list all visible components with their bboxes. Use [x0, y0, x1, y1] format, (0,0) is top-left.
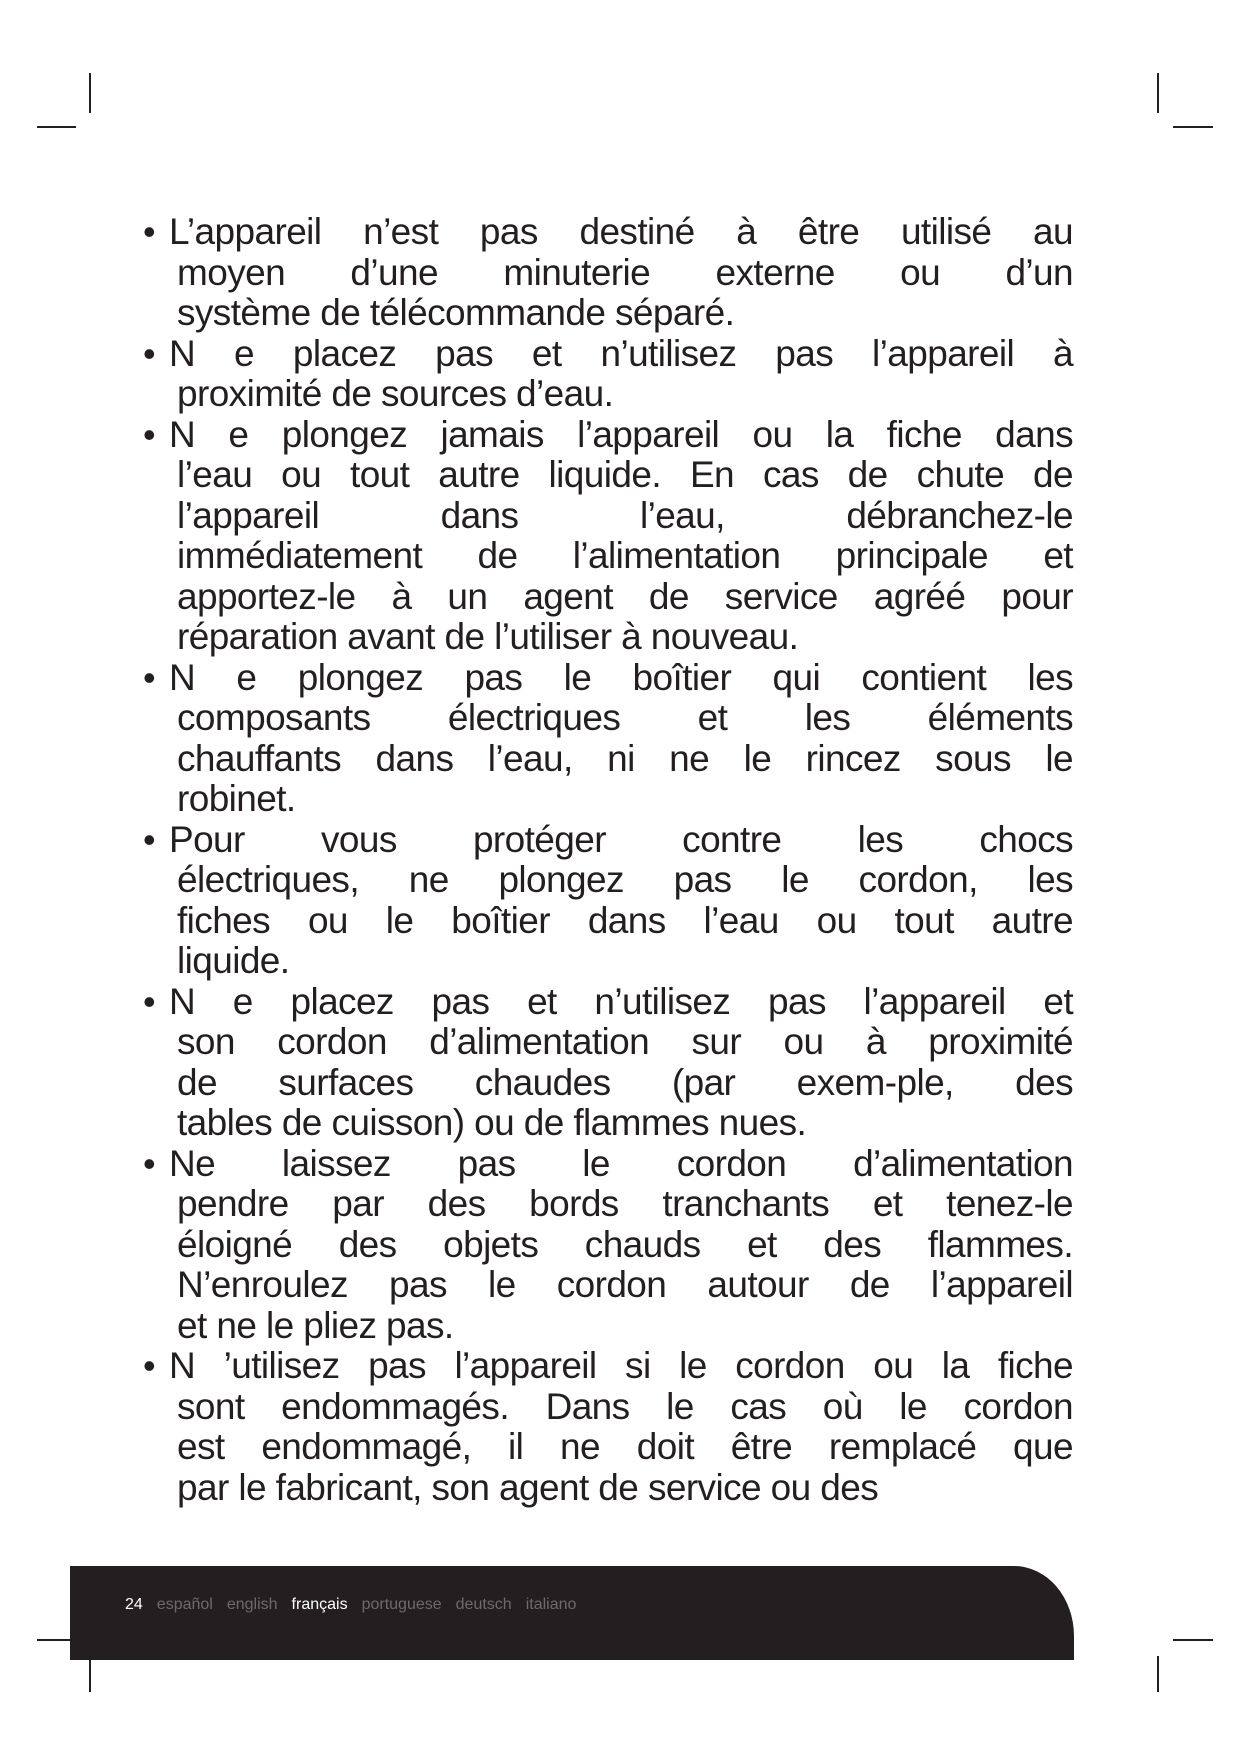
language-link-2[interactable]: français [291, 1596, 348, 1613]
bullet-icon: • [143, 1345, 156, 1386]
list-item [143, 212, 1073, 334]
text-line: N’enroulez pas le cordon autour de l’appareil [177, 1264, 1073, 1305]
footer-bar [70, 1566, 1074, 1660]
crop-mark [1173, 126, 1213, 128]
text-line: chauffants dans l’eau, ni ne le rincez sous le [177, 737, 1073, 779]
list-item [143, 820, 1073, 982]
crop-mark [37, 126, 76, 128]
text-line: moyen d’une minuterie externe ou d’un [177, 251, 1073, 293]
list-item [143, 982, 1073, 1144]
crop-mark [1173, 1639, 1213, 1641]
crop-mark [1157, 73, 1159, 113]
text-line: N ’utilisez pas l’appareil si le cordon ou la fiche [169, 1345, 1073, 1386]
text-line: électriques, ne plongez pas le cordon, les [177, 859, 1073, 900]
text-line: et ne le pliez pas. [177, 1304, 454, 1346]
text-line: est endommagé, il ne doit être remplacé que [177, 1426, 1073, 1467]
language-link-4[interactable]: deutsch [455, 1596, 512, 1613]
text-line: apportez-le à un agent de service agréé pour [177, 575, 1073, 617]
list-item [143, 658, 1073, 820]
text-line: son cordon d’alimentation sur ou à proximité [177, 1021, 1073, 1062]
crop-mark [1157, 1656, 1159, 1692]
text-line: liquide. [177, 940, 290, 981]
text-line: N e placez pas et n’utilisez pas l’appareil et [169, 980, 1073, 1022]
list-item [143, 415, 1073, 658]
bullet-icon: • [143, 818, 156, 860]
text-line: éloigné des objets chauds et des flammes. [177, 1223, 1073, 1265]
text-line: tables de cuisson) ou de flammes nues. [177, 1102, 807, 1143]
bullet-icon: • [143, 413, 156, 455]
safety-instructions-list [143, 212, 1073, 1508]
text-line: l’eau ou tout autre liquide. En cas de chute de [177, 454, 1073, 495]
language-link-3[interactable]: portuguese [361, 1596, 442, 1613]
crop-mark [89, 73, 91, 113]
text-line: pendre par des bords tranchants et tenez-le [177, 1183, 1073, 1224]
text-line: composants électriques et les éléments [177, 697, 1073, 738]
language-link-5[interactable]: italiano [525, 1596, 577, 1613]
text-line: sont endommagés. Dans le cas où le cordon [177, 1385, 1073, 1427]
text-line: réparation avant de l’utiliser à nouveau. [177, 616, 799, 657]
language-link-0[interactable]: español [156, 1596, 213, 1613]
page-number: 24 [125, 1596, 143, 1613]
text-line: robinet. [177, 778, 296, 819]
bullet-icon: • [143, 211, 156, 252]
text-line: N e plongez jamais l’appareil ou la fiche dans [169, 413, 1073, 455]
text-line: l’appareil dans l’eau, débranchez-le [177, 494, 1073, 536]
text-line: proximité de sources d’eau. [177, 373, 614, 414]
language-nav [125, 1596, 604, 1614]
bullet-icon: • [143, 980, 156, 1022]
text-line: de surfaces chaudes (par exem-ple, des [177, 1061, 1073, 1103]
list-item [143, 1144, 1073, 1347]
text-line: N e placez pas et n’utilisez pas l’appareil à [169, 332, 1073, 374]
text-line: système de télécommande séparé. [177, 292, 735, 333]
text-line: L’appareil n’est pas destiné à être utilisé au [169, 211, 1073, 252]
list-item [143, 1346, 1073, 1508]
list-item [143, 334, 1073, 415]
crop-mark [89, 1656, 91, 1692]
text-line: N e plongez pas le boîtier qui contient les [169, 656, 1073, 698]
bullet-icon: • [143, 1142, 156, 1184]
text-line: Ne laissez pas le cordon d’alimentation [169, 1142, 1073, 1184]
bullet-icon: • [143, 656, 156, 698]
text-line: par le fabricant, son agent de service ou des [177, 1466, 879, 1508]
language-link-1[interactable]: english [226, 1596, 278, 1613]
text-line: Pour vous protéger contre les chocs [169, 818, 1073, 860]
text-line: fiches ou le boîtier dans l’eau ou tout autre [177, 899, 1073, 941]
text-line: immédiatement de l’alimentation principale et [177, 535, 1073, 576]
bullet-icon: • [143, 332, 156, 374]
